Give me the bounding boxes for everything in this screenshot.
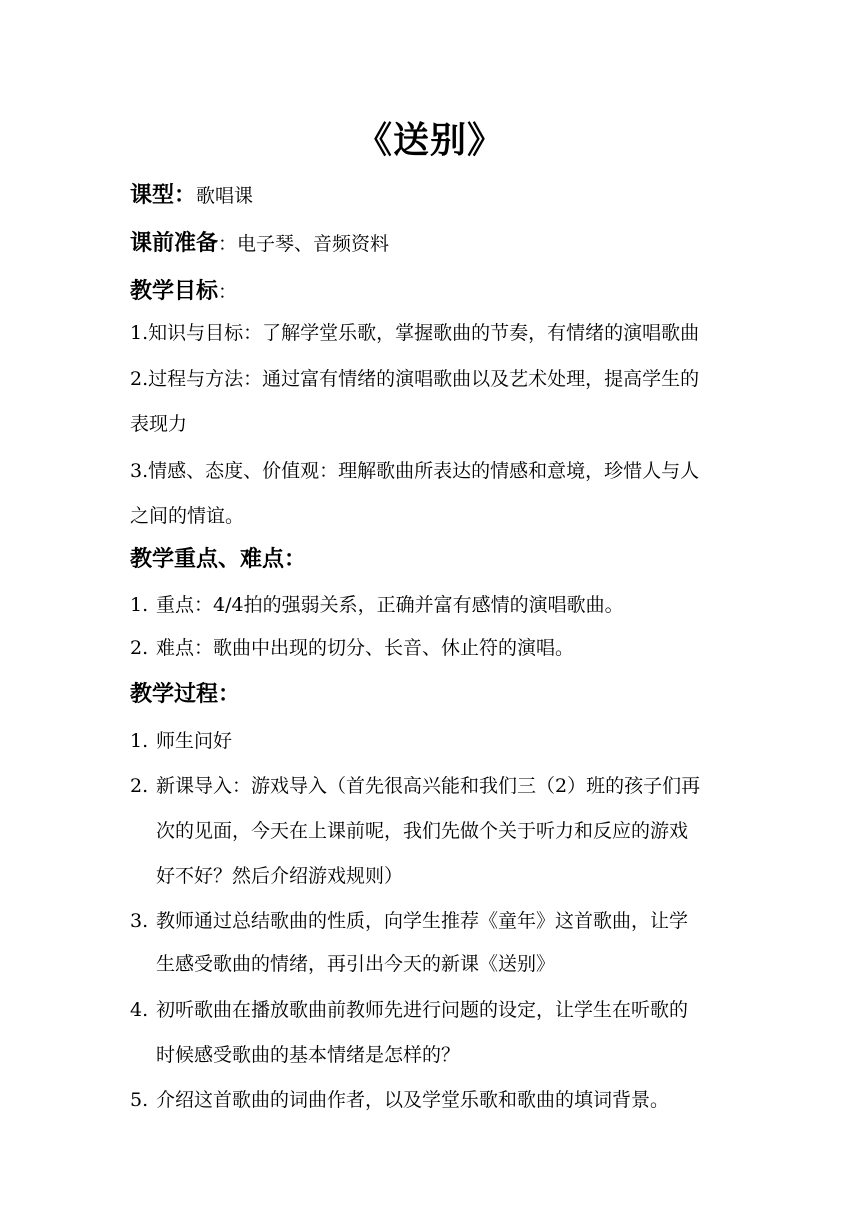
process-item-3-line-2: 生感受歌曲的情绪，再引出今天的新课《送别》 bbox=[156, 953, 556, 975]
process-2-text-line-1: 新课导入：游戏导入（首先很高兴能和我们三（2）班的孩子们再 bbox=[156, 775, 701, 797]
objective-item-3-line-1: 3.情感、态度、价值观：理解歌曲所表达的情感和意境，珍惜人与人 bbox=[130, 460, 700, 482]
preparation-value: ：电子琴、音频资料 bbox=[218, 233, 390, 255]
process-2-number: 2. bbox=[130, 775, 149, 797]
key-point-item-2 bbox=[130, 633, 730, 660]
key-point-item-1 bbox=[130, 590, 730, 617]
process-1-text: 师生问好 bbox=[156, 730, 233, 752]
key-point-1-text: 重点：4/4拍的强弱关系，正确并富有感情的演唱歌曲。 bbox=[156, 594, 624, 616]
lesson-type-value: 歌唱课 bbox=[196, 185, 254, 207]
process-5-text: 介绍这首歌曲的词曲作者，以及学堂乐歌和歌曲的填词背景。 bbox=[156, 1089, 670, 1111]
process-item-3-line-1 bbox=[130, 906, 730, 933]
objectives-heading-suffix: ： bbox=[218, 281, 238, 303]
document-title: 《送别》 bbox=[355, 119, 504, 161]
objective-item-2-line-1: 2.过程与方法：通过富有情绪的演唱歌曲以及艺术处理，提高学生的 bbox=[130, 368, 700, 390]
process-3-text-line-1: 教师通过总结歌曲的性质，向学生推荐《童年》这首歌曲，让学 bbox=[156, 910, 689, 932]
process-item-4-line-1 bbox=[130, 995, 730, 1022]
process-item-4-line-2: 时候感受歌曲的基本情绪是怎样的？ bbox=[156, 1044, 461, 1066]
objective-item-3-line-2: 之间的情谊。 bbox=[130, 505, 245, 527]
objective-item-2-line-2: 表现力 bbox=[130, 413, 188, 435]
lesson-type-label: 课型： bbox=[130, 182, 197, 208]
process-3-number: 3. bbox=[130, 910, 149, 932]
preparation-row bbox=[130, 226, 730, 257]
preparation-label: 课前准备 bbox=[130, 230, 219, 256]
process-item-1 bbox=[130, 726, 730, 753]
process-item-5 bbox=[130, 1085, 730, 1112]
key-point-1-number: 1. bbox=[130, 594, 149, 616]
process-heading: 教学过程： bbox=[130, 681, 241, 707]
key-point-2-text: 难点：歌曲中出现的切分、长音、休止符的演唱。 bbox=[156, 637, 575, 659]
process-item-2-line-3: 好不好？然后介绍游戏规则） bbox=[156, 865, 404, 887]
objectives-heading: 教学目标 bbox=[130, 278, 219, 304]
key-points-heading: 教学重点、难点： bbox=[130, 546, 307, 572]
process-item-2-line-1 bbox=[130, 771, 730, 798]
lesson-type-row bbox=[130, 178, 730, 209]
process-4-text-line-1: 初听歌曲在播放歌曲前教师先进行问题的设定，让学生在听歌的 bbox=[156, 999, 689, 1021]
process-item-2-line-2: 次的见面，今天在上课前呢，我们先做个关于听力和反应的游戏 bbox=[156, 820, 689, 842]
objective-item-1: 1.知识与目标：了解学堂乐歌，掌握歌曲的节奏，有情绪的演唱歌曲 bbox=[130, 322, 700, 344]
key-point-2-number: 2. bbox=[130, 637, 149, 659]
objectives-heading-row bbox=[130, 274, 730, 305]
process-5-number: 5. bbox=[130, 1089, 149, 1111]
process-4-number: 4. bbox=[130, 999, 149, 1021]
process-1-number: 1. bbox=[130, 730, 149, 752]
